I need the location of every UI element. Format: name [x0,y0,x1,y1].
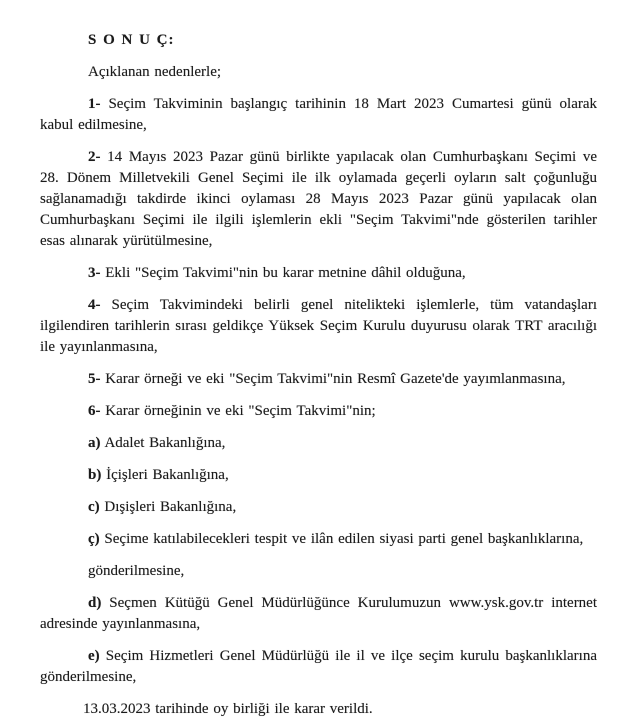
item-marker-4: 4- [88,297,101,313]
decision-item-2 [40,147,597,252]
item-marker-2: 2- [88,149,101,165]
item-text-b: İçişleri Bakanlığına, [106,467,229,483]
document-heading: S O N U Ç: [88,32,175,48]
item-text-4: Seçim Takvimindeki belirli genel nitelikteki işlemlerle, tüm vatandaşları ilgilendiren tarihlerin sırası geldikçe Yüksek Seçim Kurulu duyurusu olarak TRT aracılığı ile yayınlanmasına, [40,297,597,355]
item-marker-3: 3- [88,265,101,281]
item-text-c: Dışişleri Bakanlığına, [104,499,237,515]
decision-item-e [40,646,597,688]
decision-item-b [40,465,597,486]
item-text-a: Adalet Bakanlığına, [104,435,226,451]
decision-item-4 [40,295,597,358]
item-text-d: Seçmen Kütüğü Genel Müdürlüğünce Kurulumuzun www.ysk.gov.tr internet adresinde yayınlanmasına, [40,595,598,632]
item-text-3: Ekli "Seçim Takvimi"nin bu karar metnine dâhil olduğuna, [105,265,466,281]
decision-item-3 [40,263,597,284]
decision-item-cc [40,529,597,550]
item-text-1: Seçim Takviminin başlangıç tarihinin 18 Mart 2023 Cumartesi günü olarak kabul edilmesine, [40,96,597,133]
item-text-e: Seçim Hizmetleri Genel Müdürlüğü ile il ve ilçe seçim kurulu başkanlıklarına gönderilmesine, [40,648,597,685]
closing-line: 13.03.2023 tarihinde oy birliği ile karar verildi. [83,701,373,717]
item-marker-cc: ç) [88,531,100,547]
decision-item-c [40,497,597,518]
item-marker-b: b) [88,467,102,483]
decision-item-a [40,433,597,454]
item-marker-5: 5- [88,371,101,387]
item-text-2: 14 Mayıs 2023 Pazar günü birlikte yapılacak olan Cumhurbaşkanı Seçimi ve 28. Dönem Milletvekili Genel Seçimi ile ilk oylamada geçerli oyların salt çoğunluğu sağlanamadığı takdirde ikinci oylaması 28 Mayıs 2023 Pazar günü yapılacak olan Cumhurbaşkanı Seçimi ile ilgili işlemlerin ekli "Seçim Takvimi"nde gösterilen tarihler esas alınarak yürütülmesine, [40,149,598,249]
item-marker-c: c) [88,499,100,515]
item-text-5: Karar örneği ve eki "Seçim Takvimi"nin Resmî Gazete'de yayımlanmasına, [105,371,566,387]
decision-item-d [40,593,597,635]
decision-item-5 [40,369,597,390]
item-marker-d: d) [88,595,102,611]
send-clause-line [40,561,597,582]
send-clause-text: gönderilmesine, [88,563,185,579]
item-marker-1: 1- [88,96,101,112]
item-marker-6: 6- [88,403,101,419]
decision-item-6 [40,401,597,422]
item-text-cc: Seçime katılabilecekleri tespit ve ilân edilen siyasi parti genel başkanlıklarına, [104,531,584,547]
item-marker-a: a) [88,435,101,451]
item-text-6: Karar örneğinin ve eki "Seçim Takvimi"nin; [105,403,376,419]
intro-line: Açıklanan nedenlerle; [88,64,222,80]
decision-item-1 [40,94,597,136]
item-marker-e: e) [88,648,100,664]
